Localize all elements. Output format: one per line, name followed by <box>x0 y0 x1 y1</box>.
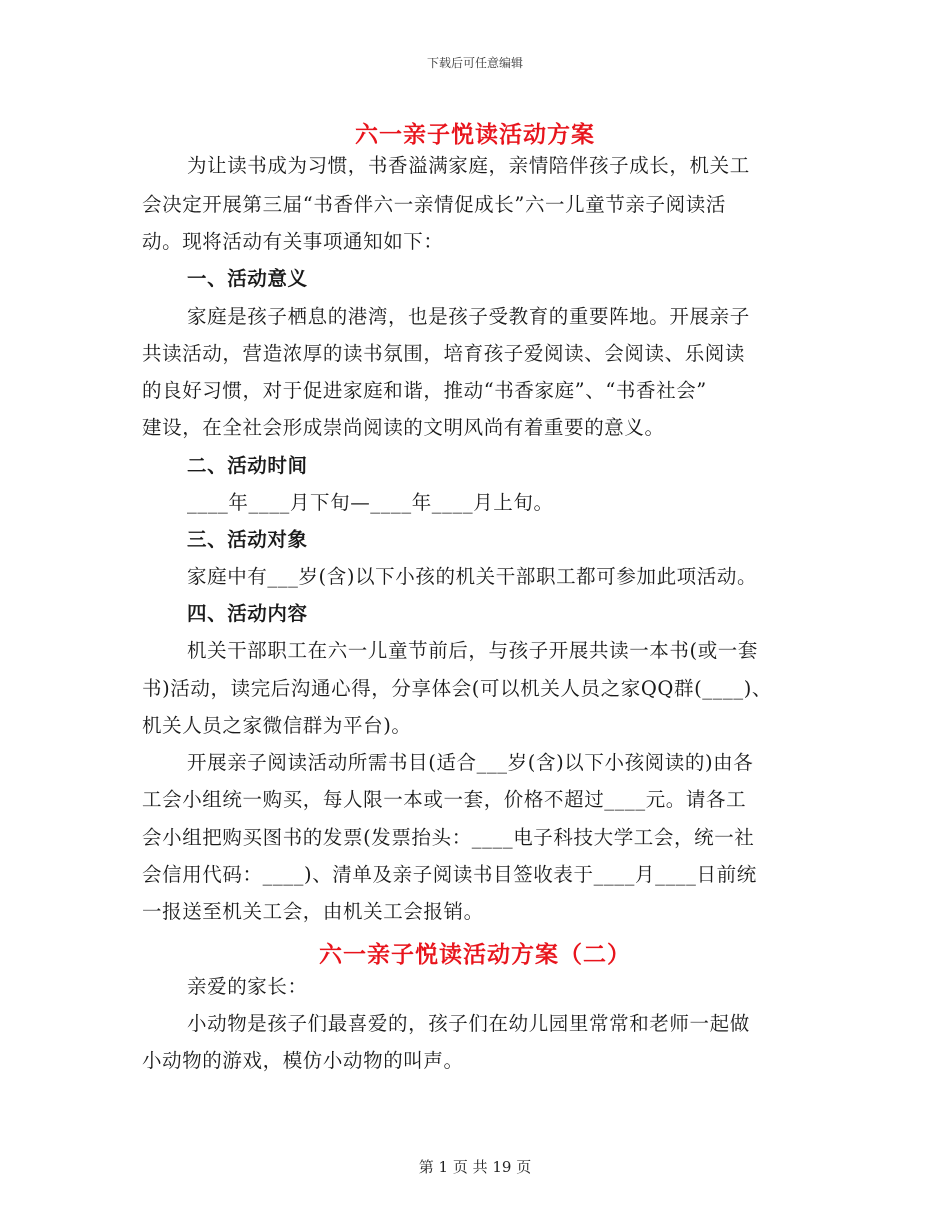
section-1-line: 家庭是孩子栖息的港湾，也是孩子受教育的重要阵地。开展亲子 <box>187 305 750 328</box>
section-4-line: 书)活动，读完后沟通心得，分享体会(可以机关人员之家QQ群(____)、 <box>142 677 773 700</box>
section-1-line: 共读活动，营造浓厚的读书氛围，培育孩子爱阅读、会阅读、乐阅读 <box>142 342 746 365</box>
section-4-line: 工会小组统一购买，每人限一本或一套，价格不超过____元。请各工 <box>142 788 747 811</box>
section-4-line: 会信用代码：____)、清单及亲子阅读书目签收表于____月____日前统 <box>142 863 757 886</box>
section-4-line: 机关人员之家微信群为平台)。 <box>142 714 412 737</box>
section-heading-2: 二、活动时间 <box>187 454 308 477</box>
section-1-line: 的良好习惯，对于促进家庭和谐，推动“书香家庭”、“书香社会” <box>142 379 707 402</box>
section-4-line: 开展亲子阅读活动所需书目(适合___岁(含)以下小孩阅读的)由各 <box>187 751 754 774</box>
section-1-line: 建设，在全社会形成崇尚阅读的文明风尚有着重要的意义。 <box>142 416 665 439</box>
header-note: 下载后可任意编辑 <box>426 56 523 70</box>
intro-line: 为让读书成为习惯，书香溢满家庭，亲情陪伴孩子成长，机关工 <box>187 154 750 177</box>
doc-title-2: 六一亲子悦读活动方案（二） <box>319 941 631 968</box>
salutation: 亲爱的家长： <box>187 975 308 998</box>
doc-title: 六一亲子悦读活动方案 <box>355 121 595 148</box>
section-4-line: 一报送至机关工会，由机关工会报销。 <box>142 900 484 923</box>
section-2-line: ____年____月下旬—____年____月上旬。 <box>187 491 554 514</box>
section-4-line: 机关干部职工在六一儿童节前后，与孩子开展共读一本书(或一套 <box>187 639 759 662</box>
intro-line: 会决定开展第三届“书香伴六一亲情促成长”六一儿童节亲子阅读活 <box>142 193 726 216</box>
intro-line: 动。现将活动有关事项通知如下： <box>142 230 444 253</box>
section-heading-3: 三、活动对象 <box>187 528 308 551</box>
body-line: 小动物的游戏，模仿小动物的叫声。 <box>142 1049 464 1072</box>
section-4-line: 会小组把购买图书的发票(发票抬头：____电子科技大学工会，统一社 <box>142 826 755 849</box>
section-heading-1: 一、活动意义 <box>187 267 308 290</box>
body-line: 小动物是孩子们最喜爱的，孩子们在幼儿园里常常和老师一起做 <box>187 1012 750 1035</box>
page-footer: 第 1 页 共 19 页 <box>418 1158 532 1176</box>
section-3-line: 家庭中有___岁(含)以下小孩的机关干部职工都可参加此项活动。 <box>187 565 758 588</box>
section-heading-4: 四、活动内容 <box>187 602 308 625</box>
